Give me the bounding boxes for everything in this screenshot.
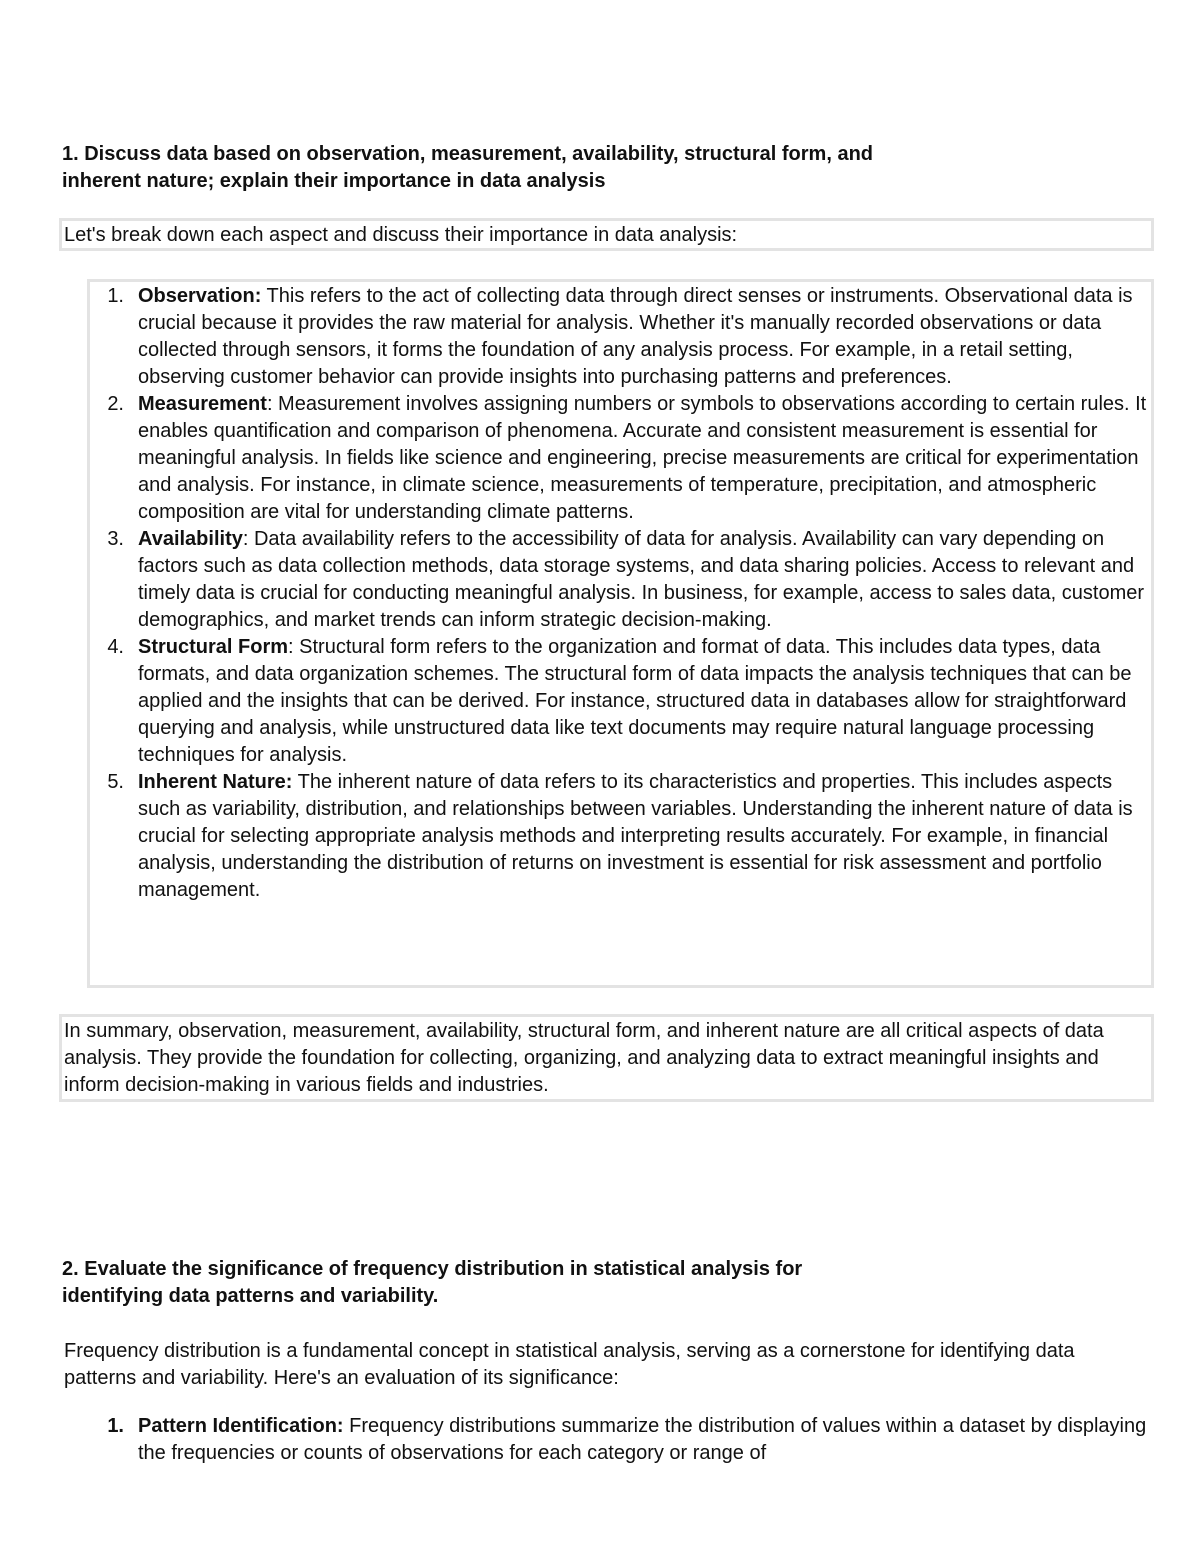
section2-intro: Frequency distribution is a fundamental concept in statistical analysis, serving as a cornerstone for identifying data patterns and variability. Here's an evaluation of its significance: bbox=[64, 1340, 1075, 1389]
section2-heading-line1: 2. Evaluate the significance of frequency distribution in statistical analysis for bbox=[62, 1258, 803, 1280]
list-item-number: 5. bbox=[107, 771, 124, 793]
section1-list bbox=[92, 283, 1152, 904]
list-item-number: 2. bbox=[107, 393, 124, 415]
list-item bbox=[92, 391, 1152, 526]
list-item-text: : Measurement involves assigning numbers or symbols to observations according to certain rules. It enables quantification and comparison of phenomena. Accurate and consistent measurement is essential for meaningful analysis. In fields like science and engineering, precise measurements are critical for experimentation and analysis. For instance, in climate science, measurements of temperature, precipitation, and atmospheric composition are vital for understanding climate patterns. bbox=[138, 393, 1147, 523]
list-item-number: 1. bbox=[107, 285, 124, 307]
list-item-term: Inherent Nature: bbox=[138, 771, 293, 793]
list-item-text: The inherent nature of data refers to its characteristics and properties. This includes aspects such as variability, distribution, and relationships between variables. Understanding the inherent nature of data is crucial for selecting appropriate analysis methods and interpreting results accurately. For example, in financial analysis, understanding the distribution of returns on investment is essential for risk assessment and portfolio management. bbox=[138, 771, 1133, 901]
list-item-term: Observation: bbox=[138, 285, 262, 307]
list-item bbox=[92, 526, 1152, 634]
list-item-number: 1. bbox=[107, 1415, 124, 1437]
list-item-term: Availability bbox=[138, 528, 243, 550]
list-item-number: 4. bbox=[107, 636, 124, 658]
list-item-text: This refers to the act of collecting data through direct senses or instruments. Observational data is crucial because it provides the raw material for analysis. Whether it's manually recorded observations or data collected through sensors, it forms the foundation of any analysis process. For example, in a retail setting, observing customer behavior can provide insights into purchasing patterns and preferences. bbox=[138, 285, 1133, 388]
section1-heading bbox=[62, 141, 1062, 195]
list-item bbox=[92, 1413, 1152, 1467]
list-item-term: Structural Form bbox=[138, 636, 289, 658]
section2-heading-line2: identifying data patterns and variability. bbox=[62, 1285, 439, 1307]
list-item bbox=[92, 769, 1152, 904]
list-item-term: Pattern Identification: bbox=[138, 1415, 344, 1437]
section2-list bbox=[92, 1413, 1152, 1467]
section1-heading-line2: inherent nature; explain their importance in data analysis bbox=[62, 170, 606, 192]
list-item-term: Measurement bbox=[138, 393, 267, 415]
list-item-text: : Data availability refers to the accessibility of data for analysis. Availability can vary depending on factors such as data collection methods, data storage systems, and data sharing policies. Access to relevant and timely data is crucial for conducting meaningful analysis. In business, for example, access to sales data, customer demographics, and market trends can inform strategic decision-making. bbox=[138, 528, 1145, 631]
list-item-text: : Structural form refers to the organization and format of data. This includes data types, data formats, and data organization schemes. The structural form of data impacts the analysis techniques that can be applied and the insights that can be derived. For instance, structured data in databases allow for straightforward querying and analysis, while unstructured data like text documents may require natural language processing techniques for analysis. bbox=[138, 636, 1132, 766]
section1-heading-line1: 1. Discuss data based on observation, measurement, availability, structural form, and bbox=[62, 143, 873, 165]
section1-summary: In summary, observation, measurement, availability, structural form, and inherent nature are all critical aspects of data analysis. They provide the foundation for collecting, organizing, and analyzing data to extract meaningful insights and inform decision-making in various fields and industries. bbox=[64, 1020, 1104, 1096]
list-item-text: Frequency distributions summarize the distribution of values within a dataset by displaying the frequencies or counts of observations for each category or range of bbox=[138, 1415, 1147, 1464]
list-item bbox=[92, 283, 1152, 391]
list-item-number: 3. bbox=[107, 528, 124, 550]
list-item bbox=[92, 634, 1152, 769]
section2-heading bbox=[62, 1256, 1062, 1310]
section1-intro: Let's break down each aspect and discuss their importance in data analysis: bbox=[64, 224, 738, 246]
